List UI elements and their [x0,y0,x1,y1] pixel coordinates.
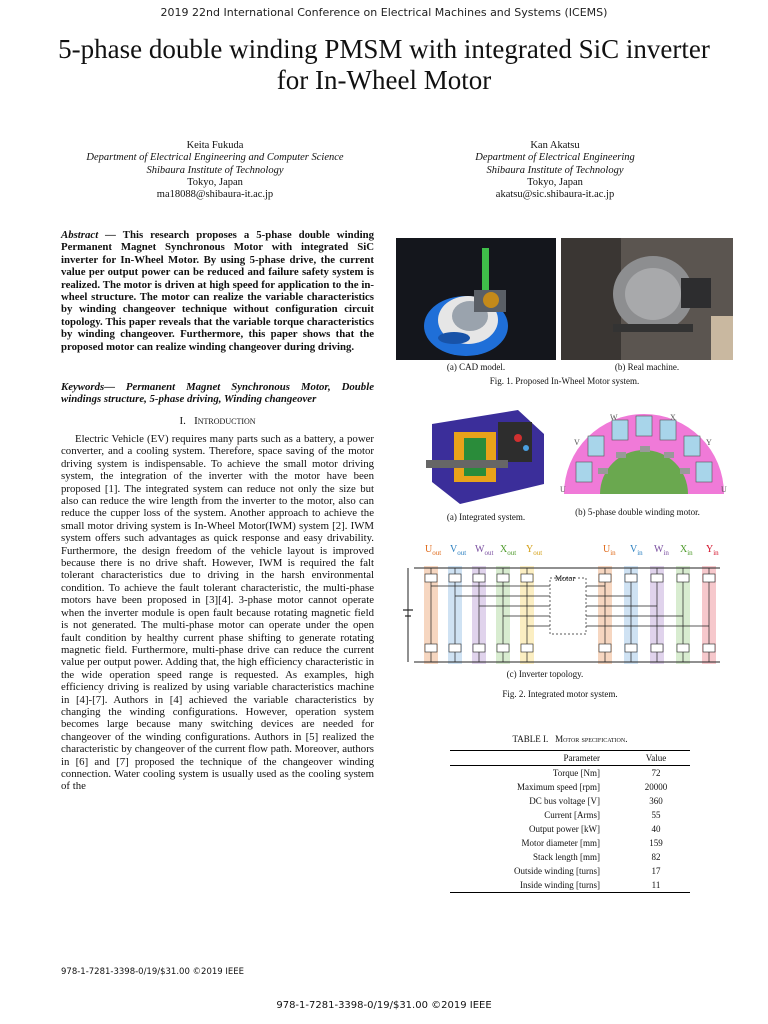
phase-label-y-out: $Y_{out}$ [526,544,543,557]
abstract [61,229,374,353]
stator-label: U [721,485,727,494]
table-row [450,766,690,781]
section-heading [61,415,374,427]
section-title: Introduction [194,415,256,427]
inverter-topology-diagram [400,544,730,668]
keywords: Keywords— Permanent Magnet Synchronous Motor, Double windings structure, 5-phase driving, Winding changeover [61,381,374,406]
param-cell: Output power [kW] [529,824,600,834]
introduction-text: Electric Vehicle (EV) requires many parts such as a battery, a power converter, and a cooling system. Therefore, space saving of the motor driving system is indispensable. To achieve the small motor driving system, the integration of the inverter with the motor have been proposed [1]. The integrated system can reduce not only the size but also can reduce the wire length from the inverter to the motor, also can reduce the cupper loss of the system. Another approach to achieve the small motor driving system is In-Wheel Motor(IWM) system [2]. IWM system offers such advantages as quick response and easy drivability. Furthermore, the design freedom of the vehicle layout is improved because there is no drive shaft. However, IWM is required the falt tolerant characteristics due to driving in the harsh environmental condition. To achieve the fault tolerant characteristic, the multi-phase motors have been proposed in [3][4]. 3-phase motor cannot operate when the inverter module is open fault because rotating magnetic field is not generated. The multi-phase motor can operate under the open fault condition by healthy current phase shifting to generate rotating magnetic field. Furthermore, multi-phase drive can reduce the current value per output power. Adding that, the high efficiency characteristic in the wide operation speed range is requested. As examples, high efficiency driving is realized by using variable characteristics machine in [4]-[7]. Authors in [4] achieved the variable characteristics by changing the winding configurations. However, operation system becomes large because many switching devices are needed for changeover of the winding configurations. Authors in [5] realized the characteristic by changeover of the current flow path. Moreover, authors in [6] and [7] proposed the technique of the changeover winding connection. Water cooling system is usually used as the cooling system of the [61,433,374,793]
stator-label: U [560,485,566,494]
table-number: TABLE I. [512,734,549,744]
value-cell: 72 [651,768,661,778]
value-cell: 20000 [644,782,668,792]
value-cell: 82 [651,852,661,862]
motor-label: Motor [555,574,575,583]
param-cell: Stack length [mm] [533,852,600,862]
param-cell: Maximum speed [rpm] [517,782,600,792]
fig1-sub-b: (b) Real machine. [614,362,680,372]
param-cell: DC bus voltage [V] [529,796,600,806]
author-city: Tokyo, Japan [527,176,583,188]
param-cell: Inside winding [turns] [520,880,600,890]
value-cell: 40 [651,824,661,834]
fig1-caption: Fig. 1. Proposed In-Wheel Motor system. [489,376,640,386]
table-row [450,822,690,836]
param-cell: Torque [Nm] [552,768,600,778]
table-row [450,780,690,794]
integrated-system-image [426,404,548,509]
author-department: Department of Electrical Engineering and Computer Science [86,152,344,164]
phase-label-u-in: $U_{in}$ [603,544,616,557]
stator-label: Y [706,438,712,447]
abstract-lead: Abstract — [61,229,116,241]
header-parameter: Parameter [563,753,600,763]
motor-spec-table [450,750,690,893]
phase-label-y-in: $Y_{in}$ [706,544,719,557]
conference-header: 2019 22nd International Conference on Electrical Machines and Systems (ICEMS) [160,6,608,19]
fig2-sub-c: (c) Inverter topology. [506,669,584,679]
value-cell: 17 [651,866,661,876]
phase-label-v-out: $V_{out}$ [450,544,467,557]
author-email: akatsu@sic.shibaura-it.ac.jp [495,189,615,201]
author-department: Department of Electrical Engineering [475,152,635,164]
table-header-row [450,751,690,766]
value-cell: 159 [649,838,663,848]
table-title: Motor specification. [555,734,628,744]
phase-label-x-out: $X_{out}$ [500,544,517,557]
phase-label-w-out: $W_{out}$ [475,544,494,557]
fig2-caption: Fig. 2. Integrated motor system. [502,689,618,699]
table-row [450,794,690,808]
value-cell: 360 [649,796,663,806]
stator-label: X [670,413,676,422]
header-value: Value [645,753,667,763]
cad-model-image [396,238,556,360]
param-cell: Outside winding [turns] [514,866,600,876]
author-block-1 [50,140,380,201]
author-name: Kan Akatsu [530,140,580,151]
stator-label: V [574,438,580,447]
table-row [450,878,690,893]
stator-label: W [610,413,618,422]
copyright-notice: 978-1-7281-3398-0/19/$31.00 ©2019 IEEE [61,967,245,977]
value-cell: 11 [651,880,661,890]
paper-title: 5-phase double winding PMSM with integrated SiC inverter for In-Wheel Motor [58,34,710,95]
author-name: Keita Fukuda [186,140,244,151]
phase-label-w-in: $W_{in}$ [654,544,669,557]
table-row [450,864,690,878]
table-row [450,808,690,822]
table-caption [450,734,690,744]
author-institution: Shibaura Institute of Technology [146,164,284,176]
author-email: ma18088@shibaura-it.ac.jp [156,189,274,201]
fig2-sub-b: (b) 5-phase double winding motor. [575,507,700,517]
author-block-2 [390,140,720,201]
author-institution: Shibaura Institute of Technology [486,164,624,176]
param-cell: Current [Arms] [544,810,600,820]
stator-diagram [560,412,728,496]
page-footer: 978-1-7281-3398-0/19/$31.00 ©2019 IEEE [276,1000,492,1011]
param-cell: Motor diameter [mm] [521,838,600,848]
section-number: I. [179,415,186,427]
phase-label-x-in: $X_{in}$ [680,544,693,557]
abstract-text: This research proposes a 5-phase double winding Permanent Magnet Synchronous Motor with integrated SiC inverter for In-Wheel Motor. By using 5-phase drive, the current value per output power can be reduced and failure safety system is realized. The motor is driven at high speed for application to the in-wheel structure. The motor can realize the variable characteristics by winding changeover technique without configuration circuit topology. This paper reveals that the variable torque characteristics by winding changeover. Furthermore, this paper shows that the proposed motor can realize winding changeover during driving. [61,229,374,353]
author-city: Tokyo, Japan [187,176,243,188]
phase-label-u-out: $U_{out}$ [425,544,442,557]
fig2-sub-a: (a) Integrated system. [446,512,526,522]
real-machine-image [561,238,733,360]
table-row [450,850,690,864]
phase-label-v-in: $V_{in}$ [630,544,643,557]
table-row [450,836,690,850]
fig1-sub-a: (a) CAD model. [446,362,506,372]
value-cell: 55 [651,810,661,820]
